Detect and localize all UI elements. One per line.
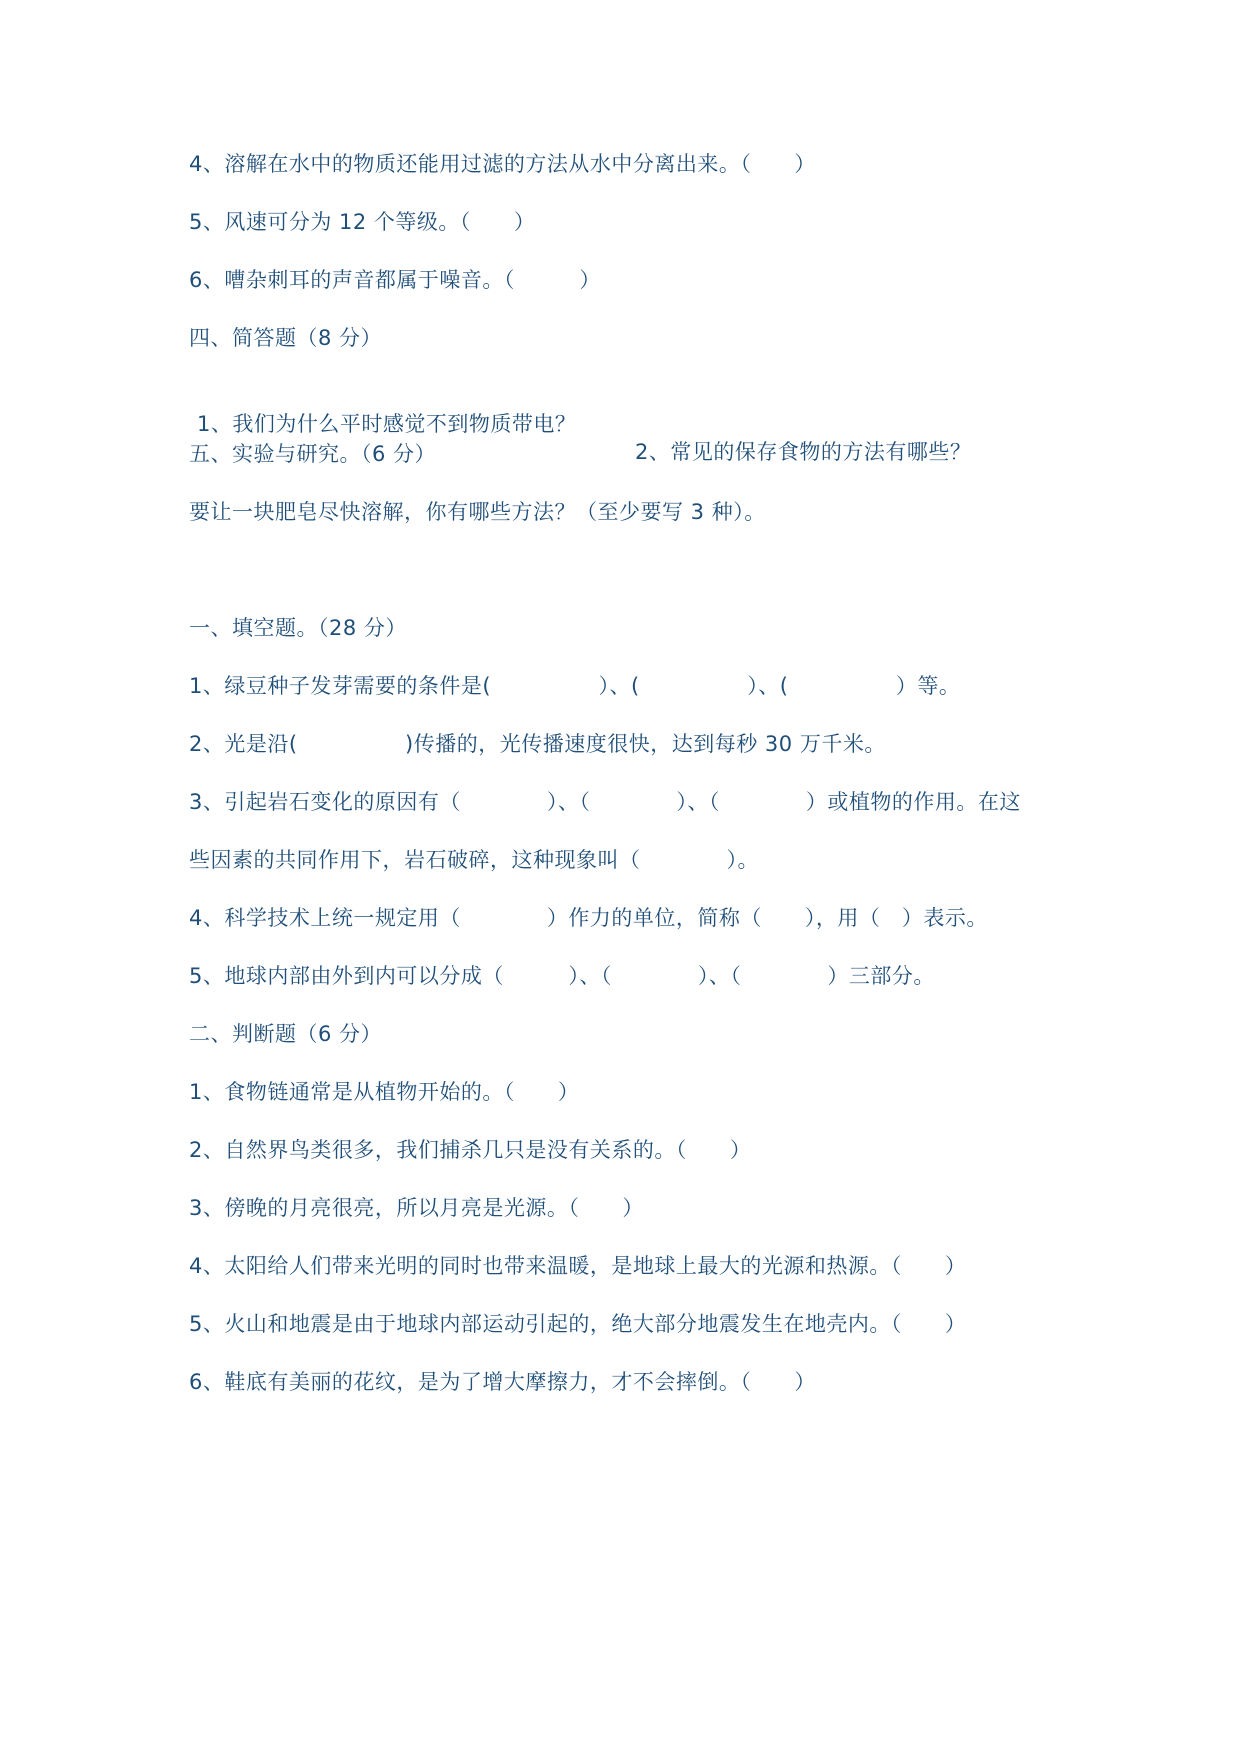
experiment-question: 要让一块肥皂尽快溶解，你有哪些方法？（至少要写 3 种）。 — [189, 500, 766, 524]
fill-item-3-continued: 些因素的共同作用下，岩石破碎，这种现象叫（ ）。 — [189, 848, 759, 872]
fill-item-4: 4、科学技术上统一规定用（ ）作力的单位，简称（ ），用（ ）表示。 — [189, 906, 988, 930]
fill-item-3: 3、引起岩石变化的原因有（ ）、（ ）、（ ）或植物的作用。在这 — [189, 790, 1021, 814]
judge-item-6: 6、嘈杂刺耳的声音都属于噪音。（ ） — [189, 268, 601, 292]
short-answer-question-2: 2、常见的保存食物的方法有哪些？ — [635, 440, 972, 464]
section-2-title: 二、判断题（6 分） — [189, 1022, 383, 1046]
judge-item-5b: 5、火山和地震是由于地球内部运动引起的，绝大部分地震发生在地壳内。（ ） — [189, 1312, 967, 1336]
judge-item-2: 2、自然界鸟类很多，我们捕杀几只是没有关系的。（ ） — [189, 1138, 752, 1162]
section-1-title: 一、填空题。（28 分） — [189, 616, 407, 640]
judge-item-6b: 6、鞋底有美丽的花纹，是为了增大摩擦力，才不会摔倒。（ ） — [189, 1370, 816, 1394]
short-answer-question-1: 1、我们为什么平时感觉不到物质带电？ — [197, 412, 577, 436]
judge-item-1: 1、食物链通常是从植物开始的。（ ） — [189, 1080, 580, 1104]
section-5-title: 五、实验与研究。（6 分） — [189, 442, 437, 466]
judge-item-4b: 4、太阳给人们带来光明的同时也带来温暖，是地球上最大的光源和热源。（ ） — [189, 1254, 967, 1278]
judge-item-5: 5、风速可分为 12 个等级。（ ） — [189, 210, 536, 234]
fill-item-5: 5、地球内部由外到内可以分成（ ）、（ ）、（ ）三部分。 — [189, 964, 935, 988]
short-answer-row — [0, 382, 1241, 494]
judge-item-3: 3、傍晚的月亮很亮，所以月亮是光源。（ ） — [189, 1196, 644, 1220]
fill-item-1: 1、绿豆种子发芽需要的条件是( ）、( ）、( ）等。 — [189, 674, 961, 698]
section-4-title: 四、简答题（8 分） — [189, 326, 383, 350]
judge-item-4: 4、溶解在水中的物质还能用过滤的方法从水中分离出来。（ ） — [189, 152, 816, 176]
fill-item-2: 2、光是沿( )传播的，光传播速度很快，达到每秒 30 万千米。 — [189, 732, 886, 756]
